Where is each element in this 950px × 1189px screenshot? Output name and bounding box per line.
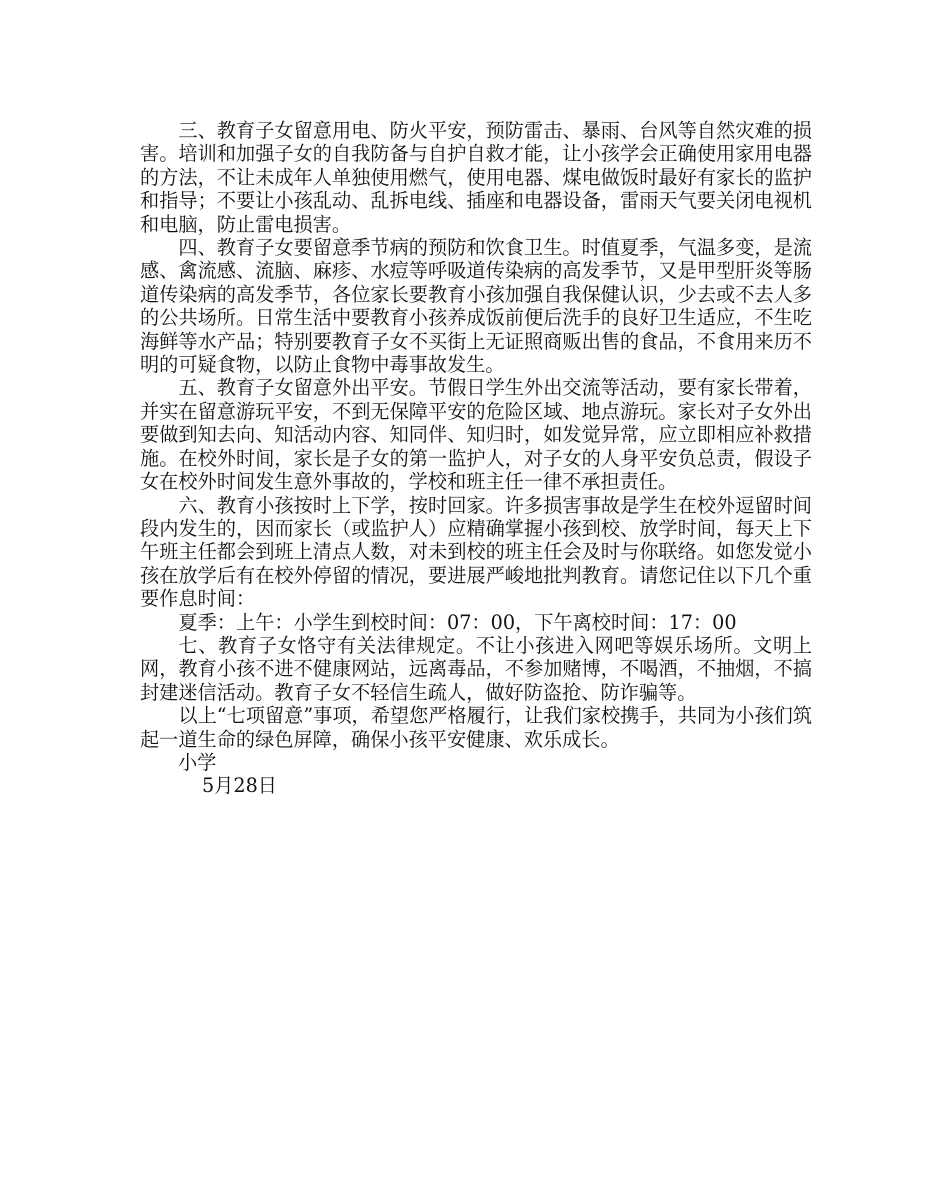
paragraph-school-schedule: 六、教育小孩按时上下学，按时回家。许多损害事故是学生在校外逗留时间段内发生的，因而家长（或监护人）应精确掌握小孩到校、放学时间，每天上下午班主任都会到班上清点人数，对未到校的班主任会及时与你联络。如您发觉小孩在放学后有在校外停留的情况，要进展严峻地批判教育。请您记住以下几个重要作息时间： <box>140 493 812 611</box>
signature: 小学 <box>178 750 217 774</box>
paragraph-safety-electricity: 三、教育子女留意用电、防火平安，预防雷击、暴雨、台风等自然灾难的损害。培训和加强子女的自我防备与自护自救才能，让小孩学会正确使用家用电器的方法，不让未成年人单独使用燃气，使用电器、煤电做饭时最好有家长的监护和指导；不要让小孩乱动、乱拆电线、插座和电器设备，雷雨天气要关闭电视机和电脑，防止雷电损害。 <box>140 119 812 236</box>
paragraph-summer-timetable: 夏季：上午：小学生到校时间：07：00，下午离校时间：17：00 <box>178 610 737 634</box>
paragraph-law-compliance: 七、教育子女恪守有关法律规定。不让小孩进入网吧等娱乐场所。文明上网，教育小孩不进不健康网站，远离毒品，不参加赌博，不喝酒，不抽烟，不搞封建迷信活动。教育子女不轻信生疏人，做好防盗抢、防诈骗等。 <box>140 633 812 704</box>
paragraph-closing: 以上“七项留意”事项，希望您严格履行，让我们家校携手，共同为小孩们筑起一道生命的绿色屏障，确保小孩平安健康、欢乐成长。 <box>140 704 813 751</box>
document-date: 5月28日 <box>202 774 277 798</box>
paragraph-outing-safety: 五、教育子女留意外出平安。节假日学生外出交流等活动，要有家长带着，并实在留意游玩平安，不到无保障平安的危险区域、地点游玩。家长对子女外出要做到知去向、知活动内容、知同伴、知归时，如发觉异常，应立即相应补救措施。在校外时间，家长是子女的第一监护人，对子女的人身平安负总责，假设子女在校外时间发生意外事故的，学校和班主任一律不承担责任。 <box>140 376 812 494</box>
document-body <box>140 119 812 798</box>
paragraph-seasonal-illness: 四、教育子女要留意季节病的预防和饮食卫生。时值夏季，气温多变，是流感、禽流感、流脑、麻疹、水痘等呼吸道传染病的高发季节，又是甲型肝炎等肠道传染病的高发季节，各位家长要教育小孩加强自我保健认识，少去或不去人多的公共场所。日常生活中要教育小孩养成饭前便后洗手的良好卫生适应，不生吃海鲜等水产品；特别要教育子女不买街上无证照商贩出售的食品，不食用来历不明的可疑食物，以防止食物中毒事故发生。 <box>140 236 812 377</box>
